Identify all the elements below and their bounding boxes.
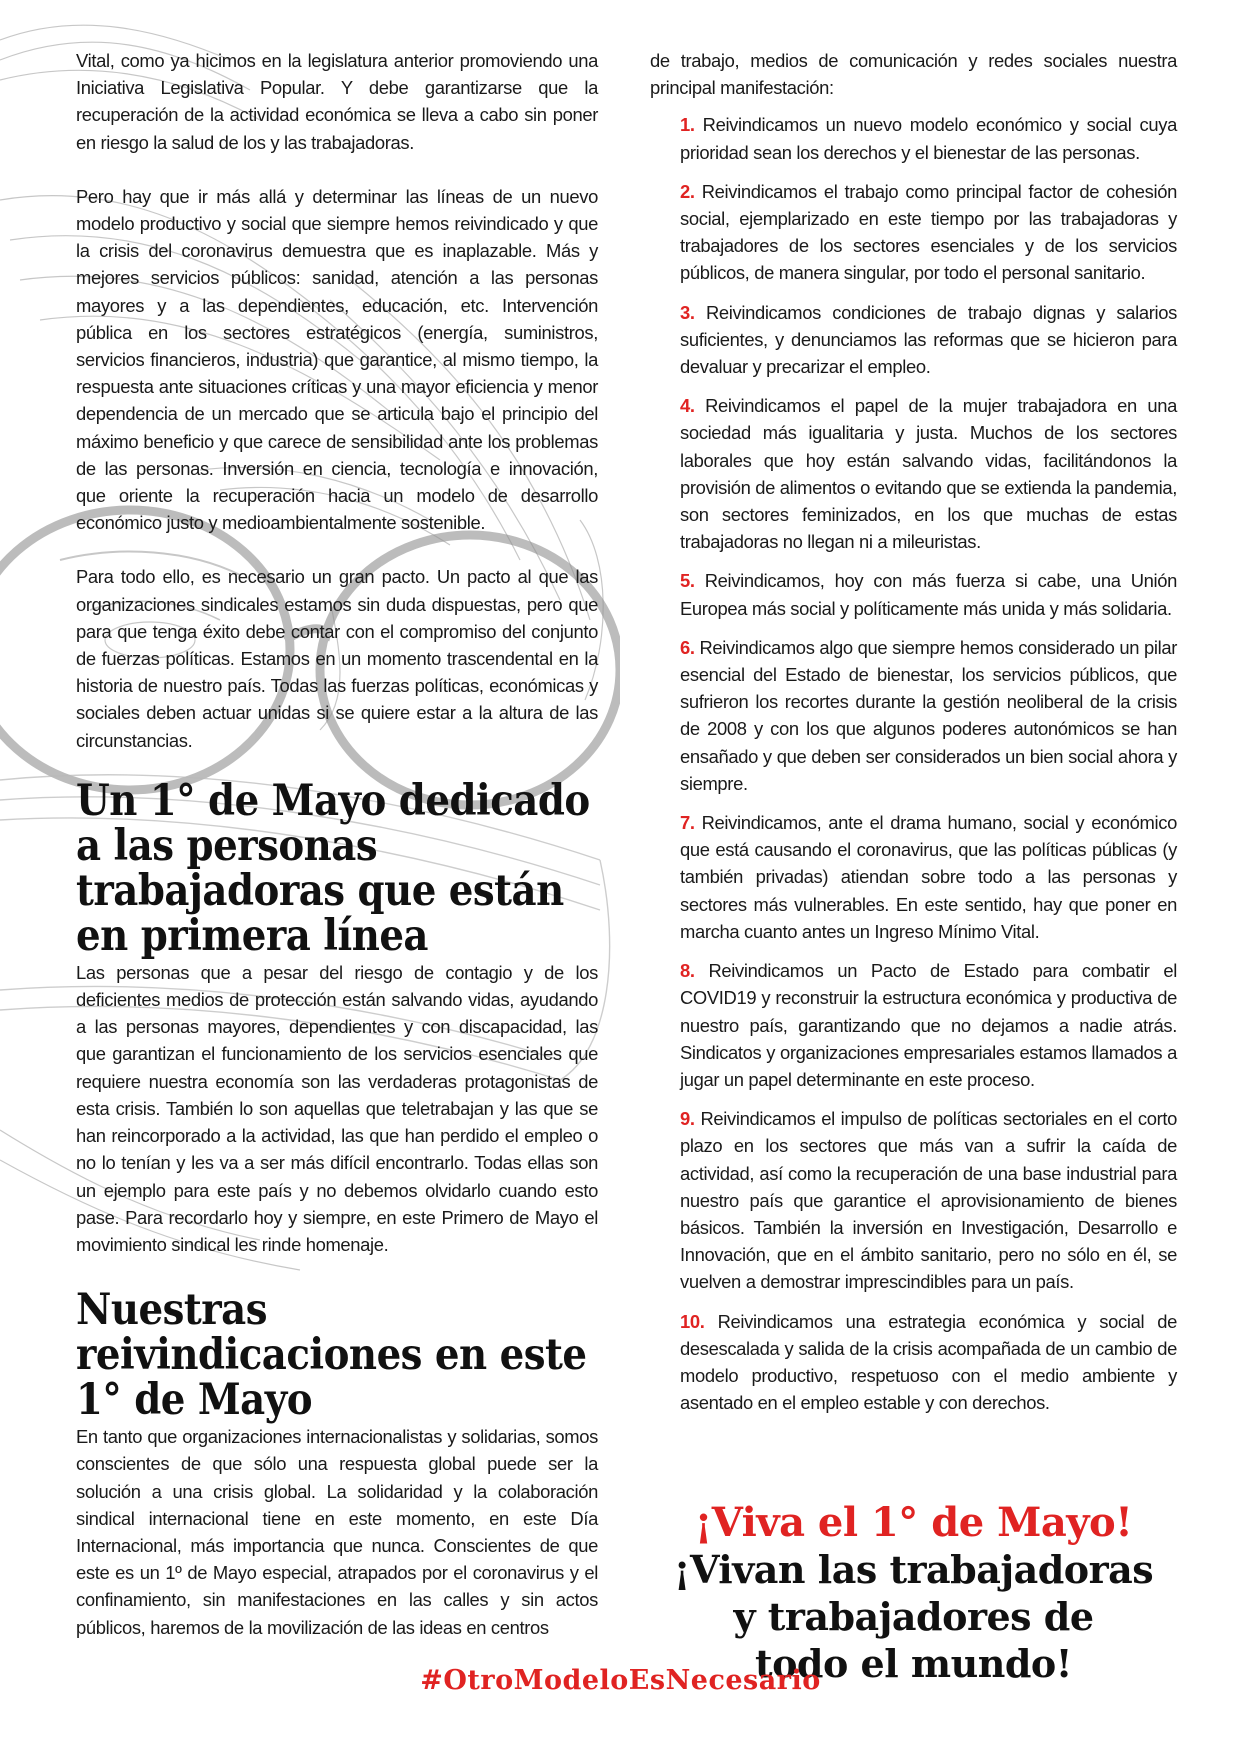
item-number: 3. (680, 301, 695, 323)
item-text: Reivindicamos algo que siempre hemos considerado un pilar esencial del Estado de bienestar, los servicios públicos, que sufrieron los recortes durante la gestión neoliberal de la crisis de 2008 y con los que algunos poderes autonómicos se han ensañado y que deben ser considerados un bien social ahora y siempre. (680, 636, 1177, 794)
closing-slogans (650, 1500, 1177, 1687)
item-text: Reivindicamos una estrategia económica y social de desescalada y salida de la crisis acompañada de un cambio de modelo productivo, respetuoso con el medio ambiente y asentado en el empleo estable y con derechos. (680, 1310, 1178, 1414)
paragraph-intro-manifestacion: de trabajo, medios de comunicación y redes sociales nuestra principal manifestación: (650, 50, 1177, 99)
list-item (680, 299, 1177, 381)
item-number: 8. (680, 960, 695, 982)
hashtag-footer: #OtroModeloEsNecesario (420, 1665, 821, 1696)
item-number: 5. (680, 570, 695, 592)
item-number: 10. (680, 1310, 705, 1332)
list-item (680, 392, 1177, 555)
right-column (650, 47, 1177, 1428)
slogan-vivan-line-1: ¡Vivan las trabajadoras (673, 1547, 1154, 1592)
item-number: 1. (680, 114, 695, 136)
item-text: Reivindicamos un nuevo modelo económico y social cuya prioridad sean los derechos y el bienestar de las personas. (680, 114, 1177, 163)
left-column (76, 47, 598, 1641)
demands-list (650, 111, 1177, 1416)
item-text: Reivindicamos, hoy con más fuerza si cabe, una Unión Europea más social y políticamente más unida y más solidaria. (680, 570, 1177, 619)
list-item (680, 809, 1177, 945)
list-item (680, 567, 1177, 621)
item-number: 9. (680, 1108, 695, 1130)
paragraph-vital: Vital, como ya hicimos en la legislatura anterior promoviendo una Iniciativa Legislativa Popular. Y debe garantizarse que la recuperación de la actividad económica se lleva a cabo sin poner en riesgo la salud de los y las trabajadoras. (76, 50, 598, 153)
slogan-vivan-line-2: y trabajadores de (733, 1594, 1094, 1639)
item-number: 2. (680, 180, 695, 202)
heading-reivindicaciones: Nuestras reivindicaciones en este 1° de Mayo (76, 1285, 587, 1426)
item-text: Reivindicamos el papel de la mujer trabajadora en una sociedad más igualitaria y justa. Muchos de los sectores laborales que hoy están salvando vidas, facilitándonos la provisión de alimentos o evitando que se extienda la pandemia, son sectores feminizados, en los que muchas de estas trabajadoras no llegan ni a mileuristas. (680, 395, 1177, 553)
list-item (680, 178, 1177, 287)
item-number: 6. (680, 636, 695, 658)
heading-primera-linea: Un 1° de Mayo dedicado a las personas trabajadoras que están en primera línea (76, 775, 590, 961)
paragraph-personas-primera-linea: Las personas que a pesar del riesgo de contagio y de los deficientes medios de protección están salvando vidas, ayudando a las personas mayores, dependientes y con discapacidad, las que garantizan el funcionamiento de los servicios esenciales que requiere nuestra economía son las verdaderas protagonistas de esta crisis. También lo son aquellas que teletrabajan y las que se han reincorporado a la actividad, las que han perdido el empleo o no lo tenían y les va a ser más difícil encontrarlo. Todas ellas son un ejemplo para este país y no debemos olvidarlo cuando esto pase. Para recordarlo hoy y siempre, en este Primero de Mayo el movimiento sindical les rinde homenaje. (76, 961, 598, 1255)
paragraph-internacionalistas: En tanto que organizaciones internacionalistas y solidarias, somos conscientes de que sólo una respuesta global puede ser la solución a una crisis global. La solidaridad y la colaboración sindical internacional tiene en este momento, en este Día Internacional, más importancia que nunca. Conscientes de que este es un 1º de Mayo especial, atrapados por el coronavirus y el confinamiento, sin manifestaciones en las calles y sin actos públicos, haremos de la movilización de las ideas en centros (76, 1426, 598, 1638)
item-text: Reivindicamos el impulso de políticas sectoriales en el corto plazo en los sectores que más van a sufrir la caída de actividad, así como la recuperación de una base industrial para nuestro país que garantice el aprovisionamiento de bienes básicos. También la inversión en Investigación, Desarrollo e Innovación, que en el ámbito sanitario, pero no sólo en él, se vuelven a demostrar imprescindibles para un país. (680, 1108, 1177, 1293)
list-item (680, 1105, 1177, 1295)
list-item (680, 634, 1177, 797)
slogan-viva-primero-mayo: ¡Viva el 1° de Mayo! (694, 1499, 1133, 1546)
item-text: Reivindicamos condiciones de trabajo dignas y salarios suficientes, y denunciamos las reformas que se hicieron para devaluar y precarizar el empleo. (680, 301, 1177, 378)
paragraph-gran-pacto: Para todo ello, es necesario un gran pacto. Un pacto al que las organizaciones sindicales estamos sin duda dispuestas, pero que para que tenga éxito debe contar con el compromiso del conjunto de fuerzas políticas. Estamos en un momento trascendental en la historia de nuestro país. Todas las fuerzas políticas, económicas y sociales deben actuar unidas si se quiere estar a la altura de las circunstancias. (76, 566, 598, 751)
item-text: Reivindicamos, ante el drama humano, social y económico que está causando el coronavirus, que las políticas públicas (y también privadas) atiendan sobre todo a las personas y sectores más vulnerables. En este sentido, hay que poner en marcha cuanto antes un Ingreso Mínimo Vital. (680, 812, 1177, 942)
item-number: 7. (680, 812, 695, 834)
slogan-vivan-line-3: todo el mundo! (755, 1641, 1072, 1686)
item-text: Reivindicamos un Pacto de Estado para combatir el COVID19 y reconstruir la estructura económica y productiva de nuestro país, garantizando que no dejamos a nadie atrás. Sindicatos y organizaciones empresariales estamos llamados a jugar un papel determinante en este proceso. (680, 960, 1177, 1090)
item-text: Reivindicamos el trabajo como principal factor de cohesión social, ejemplarizado en este tiempo por las trabajadoras y trabajadores de los sectores esenciales y de los servicios públicos, de manera singular, por todo el personal sanitario. (680, 180, 1178, 284)
list-item (680, 111, 1177, 165)
list-item (680, 1308, 1177, 1417)
list-item (680, 957, 1177, 1093)
item-number: 4. (680, 395, 695, 417)
paragraph-modelo-productivo: Pero hay que ir más allá y determinar las líneas de un nuevo modelo productivo y social que siempre hemos reivindicado y que la crisis del coronavirus demuestra que es inaplazable. Más y mejores servicios públicos: sanidad, atención a las personas mayores y a las dependientes, educación, etc. Intervención pública en los sectores estratégicos (energía, suministros, servicios financieros, industria) que garantice, al mismo tiempo, la respuesta ante situaciones críticas y una mayor eficiencia y menor dependencia de un mercado que se articula bajo el principio del máximo beneficio y que carece de sensibilidad ante los problemas de las personas. Inversión en ciencia, tecnología e innovación, que oriente la recuperación hacia un modelo de desarrollo económico justo y medioambientalmente sostenible. (76, 185, 598, 534)
